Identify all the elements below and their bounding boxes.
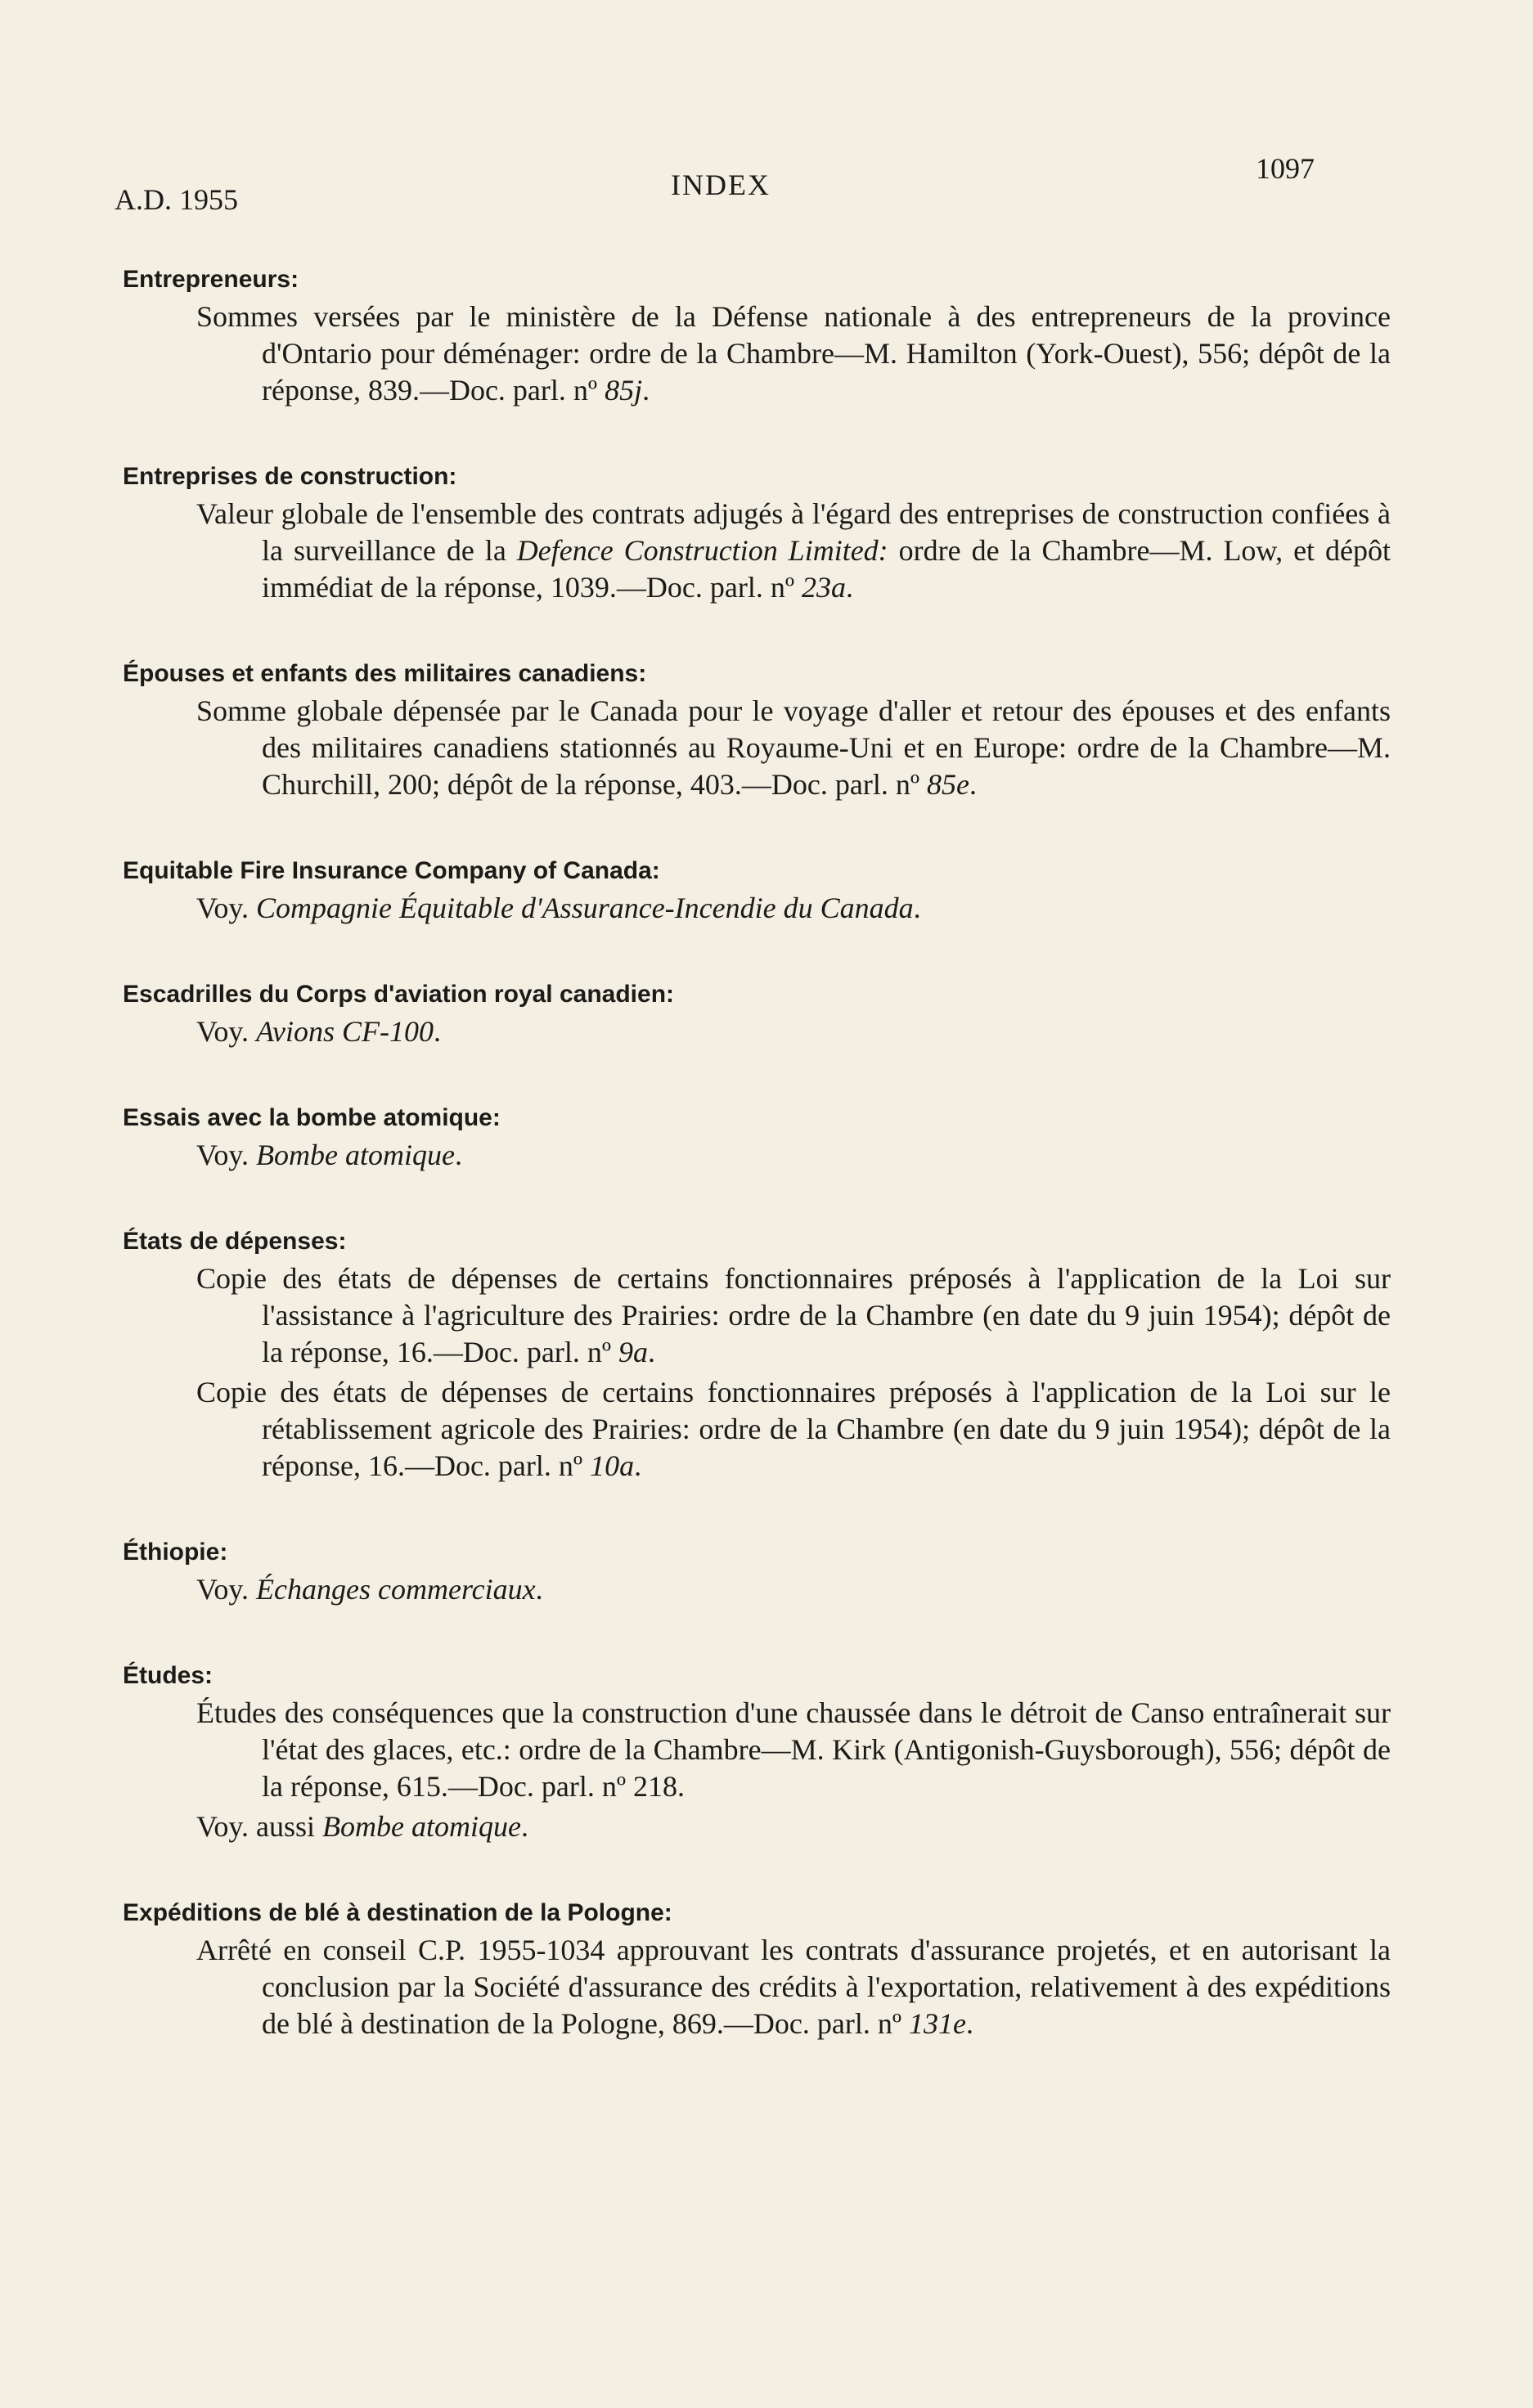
entry-text xyxy=(196,890,1391,927)
text-run: . xyxy=(965,2007,973,2040)
text-run: . xyxy=(520,1810,528,1843)
entry-heading: Études: xyxy=(123,1662,214,1689)
index-entries xyxy=(123,266,1391,2096)
text-run: ordre de la Chambre—M. Low, et dépôt immédiat de la réponse, 1039.—Doc. parl. nº xyxy=(262,534,1391,604)
entry-text xyxy=(196,496,1391,606)
index-entry xyxy=(123,660,1391,803)
text-run: . xyxy=(913,892,921,924)
italic-reference: Bombe atomique xyxy=(256,1139,455,1171)
entry-heading: Escadrilles du Corps d'aviation royal canadien: xyxy=(123,981,675,1008)
entry-heading: Essais avec la bombe atomique: xyxy=(123,1104,501,1131)
index-entry xyxy=(123,1104,1391,1174)
text-run: Études des conséquences que la construction d'une chaussée dans le détroit de Canso entraînerait sur l'état des glaces, etc.: ordre de la Chambre—M. Kirk (Antigonish-Guysborough), 556; dépôt de la réponse, 615.—Doc. parl. nº 218. xyxy=(196,1696,1391,1803)
entry-text xyxy=(196,1374,1391,1485)
entry-text xyxy=(196,1260,1391,1371)
index-entry xyxy=(123,266,1391,409)
text-run: . xyxy=(642,374,650,407)
text-run: . xyxy=(454,1139,462,1171)
text-run: Voy. xyxy=(196,1139,257,1171)
italic-reference: Compagnie Équitable d'Assurance-Incendie du Canada xyxy=(256,892,914,924)
text-run: Voy. aussi xyxy=(196,1810,323,1843)
italic-reference: Échanges commerciaux xyxy=(256,1573,536,1606)
text-run: . xyxy=(535,1573,543,1606)
text-run: . xyxy=(969,768,977,801)
italic-reference: 9a xyxy=(618,1336,649,1368)
index-entry xyxy=(123,1228,1391,1485)
italic-reference: 10a xyxy=(590,1449,635,1482)
italic-reference: 85e xyxy=(927,768,969,801)
text-run: Copie des états de dépenses de certains fonctionnaires préposés à l'application de la Loi sur l'assistance à l'agriculture des Prairies: ordre de la Chambre (en date du 9 juin 1954); dépôt de la réponse, 16.—Doc. parl. nº xyxy=(196,1262,1391,1368)
text-run: Sommes versées par le ministère de la Défense nationale à des entrepreneurs de la province d'Ontario pour déménager: ordre de la Chambre—M. Hamilton (York-Ouest), 556; dépôt de la réponse, 839.—Doc. parl. nº xyxy=(196,300,1391,407)
italic-reference: 23a xyxy=(802,571,846,604)
italic-reference: Bombe atomique xyxy=(322,1810,521,1843)
text-run: Voy. xyxy=(196,1015,257,1048)
entry-text xyxy=(196,693,1391,803)
entry-heading: Entreprises de construction: xyxy=(123,463,457,490)
entry-heading: Expéditions de blé à destination de la Pologne: xyxy=(123,1899,672,1926)
index-entry xyxy=(123,1662,1391,1845)
text-run: Arrêté en conseil C.P. 1955-1034 approuvant les contrats d'assurance projetés, et en autorisant la conclusion par la Société d'assurance des crédits à l'exportation, relativement à des expéditions de blé à destination de la Pologne, 869.—Doc. parl. nº xyxy=(196,1934,1391,2040)
entry-heading: Entrepreneurs: xyxy=(123,266,299,293)
text-run: . xyxy=(634,1449,642,1482)
text-run: . xyxy=(846,571,853,604)
text-run: Copie des états de dépenses de certains fonctionnaires préposés à l'application de la Loi sur le rétablissement agricole des Prairies: ordre de la Chambre (en date du 9 juin 1954); dépôt de la réponse, 16.—Doc. parl. nº xyxy=(196,1376,1391,1482)
entry-text xyxy=(196,1808,1391,1845)
index-entry xyxy=(123,857,1391,927)
entry-text xyxy=(196,1013,1391,1050)
index-entry xyxy=(123,1899,1391,2042)
header-title: INDEX xyxy=(671,168,771,201)
italic-reference: 85j xyxy=(605,374,643,407)
entry-heading: États de dépenses: xyxy=(123,1228,347,1255)
text-run: Voy. xyxy=(196,1573,257,1606)
entry-heading: Éthiopie: xyxy=(123,1539,228,1566)
page-number: 1097 xyxy=(1256,152,1315,185)
entry-text xyxy=(196,1932,1391,2042)
text-run: . xyxy=(434,1015,442,1048)
running-head xyxy=(0,152,1533,217)
entry-text xyxy=(196,1695,1391,1805)
index-entry xyxy=(123,463,1391,606)
entry-heading: Épouses et enfants des militaires canadiens: xyxy=(123,660,647,687)
text-run: Somme globale dépensée par le Canada pour le voyage d'aller et retour des épouses et des enfants des militaires canadiens stationnés au Royaume-Uni et en Europe: ordre de la Chambre—M. Churchill, 200; dépôt de la réponse, 403.—Doc. parl. nº xyxy=(196,694,1391,801)
header-year: A.D. 1955 xyxy=(115,183,238,216)
index-entry xyxy=(123,1539,1391,1608)
index-entry xyxy=(123,981,1391,1050)
entry-heading: Equitable Fire Insurance Company of Canada: xyxy=(123,857,660,884)
entry-text xyxy=(196,299,1391,409)
text-run: . xyxy=(648,1336,656,1368)
italic-reference: Defence Construction Limited: xyxy=(516,534,888,567)
entry-text xyxy=(196,1571,1391,1608)
italic-reference: 131e xyxy=(908,2007,966,2040)
italic-reference: Avions CF-100 xyxy=(256,1015,434,1048)
entry-text xyxy=(196,1137,1391,1174)
text-run: Valeur globale de l'ensemble des contrats adjugés à l'égard des entreprises de construction confiées à la surveillance de la xyxy=(196,497,1391,567)
text-run: Voy. xyxy=(196,892,257,924)
